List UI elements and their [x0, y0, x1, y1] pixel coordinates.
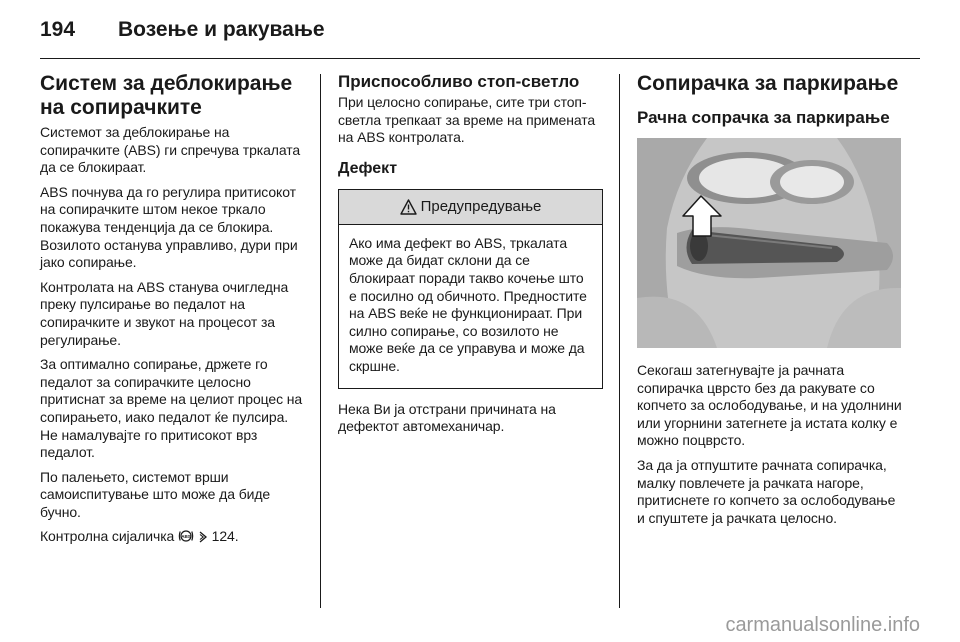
parking-brake-paragraph-1: Секогаш затегнувајте ја рачната сопирачка цврсто без да ракувате со копчето за ослободување, и на удолнини или угорнини затегнете ја истата колку е можно поцврсто. [637, 362, 902, 449]
fault-title: Дефект [338, 159, 398, 177]
header-rule [40, 58, 920, 59]
warning-text: Ако има дефект во ABS, тркалата може да бидат склони да се блокираат поради такво кочење што е посилно од обичното. Предностите на ABS веќе не функционираат. При силно сопирање, со возилото не може веќе да се управува и може да скршне. [349, 234, 587, 374]
warning-box [338, 189, 603, 389]
page-number: 194 [40, 18, 76, 41]
warning-title: Предупредување [420, 198, 542, 216]
warning-body [339, 225, 602, 388]
watermark: carmanualsonline.info [725, 614, 920, 636]
page-ref-arrow-icon [198, 530, 208, 548]
crossref-text: Контролна сијаличка [40, 528, 175, 545]
parking-brake-title: Сопирачка за паркирање [637, 72, 899, 95]
section-title-line-1: Систем за деблокирање [40, 72, 293, 95]
abs-paragraph-2: ABS почнува да го регулира притисокот на сопирачките штом некое тркало покажува тенденција да се блокира. Возилото останува управливо, дури при јако сопирање. [40, 183, 298, 271]
svg-text:ABS: ABS [181, 534, 191, 540]
warning-triangle-icon [400, 199, 417, 215]
hand-brake-subtitle: Рачна сопрачка за паркирање [637, 108, 890, 127]
abs-crossref [40, 528, 305, 548]
warning-header [339, 190, 602, 225]
abs-paragraph-3: Контролата на ABS станува очигледна преку пулсирање во педалот на сопирачките и звукот на процесот за регулирање. [40, 278, 289, 348]
abs-lamp-icon [178, 529, 194, 548]
column-divider-1 [320, 74, 321, 608]
running-title: Возење и ракување [118, 18, 325, 41]
crossref-page: 124. [211, 528, 239, 545]
column-abs [40, 72, 305, 555]
abs-paragraph-4: За оптимално сопирање, држете го педалот за сопирачките целосно притиснат за време на целиот процес на сопирањето, иако педалот ќе пулсира. Не намалувајте го притисокот врз педалот. [40, 356, 303, 461]
brake-light-title: Приспособливо стоп-светло [338, 72, 580, 91]
section-title-abs [40, 72, 305, 120]
abs-paragraph-5: По палењето, системот врши самоиспитување што може да биде бучно. [40, 468, 271, 520]
page-header [40, 16, 920, 56]
fault-paragraph: Нека Ви ја отстрани причината на дефектот автомеханичар. [338, 400, 556, 435]
parking-brake-paragraph-2: За да ја отпуштите рачната сопирачка, малку повлечете ја рачката нагоре, притиснете го копчето за ослободување и спуштете ја рачката целосно. [637, 456, 896, 526]
abs-paragraph-1: Системот за деблокирање на сопирачките (ABS) ги спречува тркалата да се блокираат. [40, 124, 301, 176]
parking-brake-illustration [637, 138, 901, 348]
section-title-line-2: на сопирачките [40, 96, 202, 119]
column-parking-brake [637, 72, 903, 534]
column-brake-light [338, 72, 603, 443]
brake-light-paragraph: При целосно сопирање, сите три стоп-светла трепкаат за време на примената на ABS контролата. [338, 94, 596, 146]
column-divider-2 [619, 74, 620, 608]
